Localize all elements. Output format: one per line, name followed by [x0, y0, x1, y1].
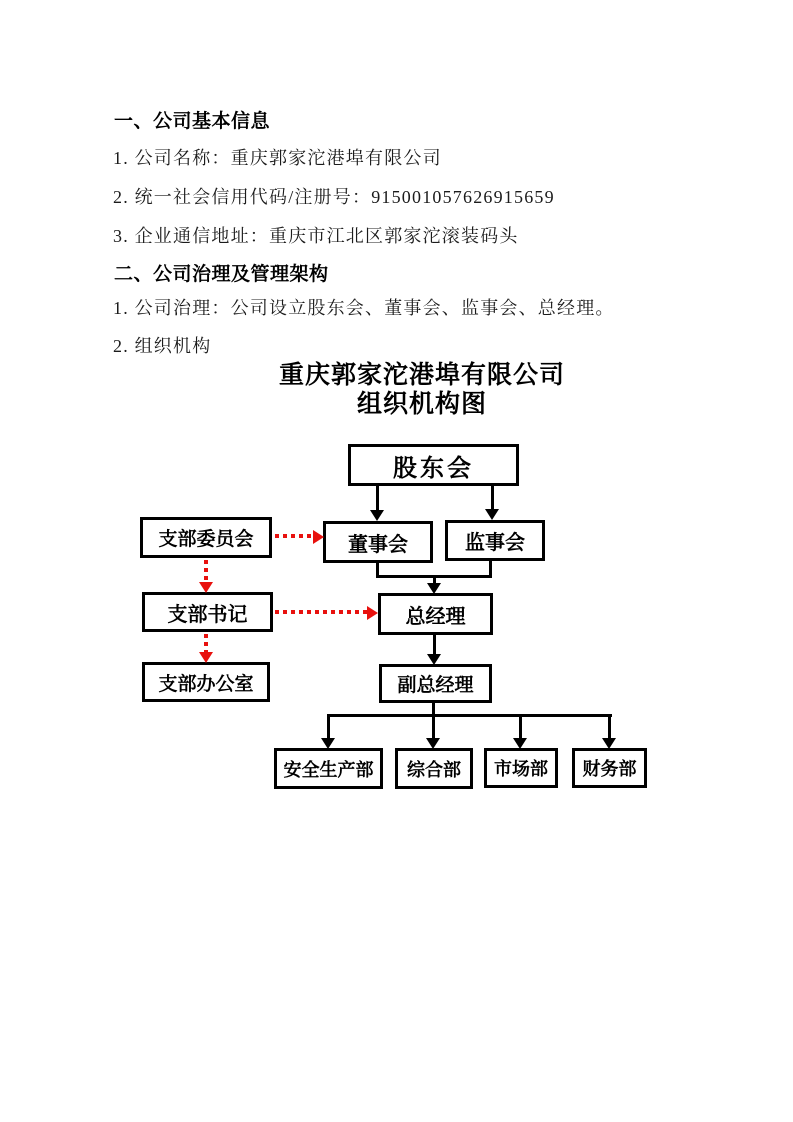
red-connector-committee-secretary	[204, 560, 208, 584]
arrowhead-to-supervisors	[485, 509, 499, 520]
org-node-board	[323, 521, 433, 563]
section1-heading: 一、公司基本信息	[114, 111, 271, 132]
org-node-supervisors	[445, 520, 545, 561]
red-connector-secretary-office	[204, 634, 208, 654]
org-structure-line: 2. 组织机构	[113, 336, 212, 356]
org-node-shareholders	[348, 444, 519, 486]
org-node-supervisors-label: 监事会	[465, 532, 525, 554]
org-node-party-secretary	[142, 592, 273, 632]
arrowhead-to-market-dept	[513, 738, 527, 749]
connector-to-general	[432, 716, 435, 738]
connector-to-finance	[608, 716, 611, 738]
red-arrowhead-to-party-office	[199, 652, 213, 663]
org-node-shareholders-label: 股东会	[393, 454, 474, 482]
connector-to-market	[519, 716, 522, 738]
governance-line: 1. 公司治理：公司设立股东会、董事会、监事会、总经理。	[113, 298, 615, 318]
org-chart-title	[222, 361, 622, 419]
org-node-finance-dept-label: 财务部	[582, 759, 637, 779]
org-node-general-dept	[395, 748, 473, 789]
credit-code-line: 2. 统一社会信用代码/注册号：915001057626915659	[113, 187, 555, 207]
org-node-board-label: 董事会	[348, 533, 408, 556]
arrowhead-to-board	[370, 510, 384, 521]
org-node-general-dept-label: 综合部	[407, 759, 461, 780]
connector-to-safety	[327, 714, 330, 738]
org-node-party-committee	[140, 517, 272, 558]
org-node-party-office	[142, 662, 270, 702]
section2-heading: 二、公司治理及管理架构	[114, 264, 329, 285]
org-node-party-committee-label: 支部委员会	[158, 529, 254, 550]
org-node-party-secretary-label: 支部书记	[167, 603, 248, 626]
org-node-party-office-label: 支部办公室	[158, 673, 254, 695]
address-line: 3. 企业通信地址：重庆市江北区郭家沱滚装码头	[113, 226, 519, 246]
arrowhead-to-general-dept	[426, 738, 440, 749]
org-chart-title-line2: 组织机构图	[356, 390, 487, 418]
arrowhead-to-safety-dept	[321, 738, 335, 749]
org-node-safety-dept	[274, 748, 383, 789]
red-arrowhead-to-board	[313, 530, 324, 544]
red-arrowhead-to-party-secretary	[199, 582, 213, 593]
org-node-market-dept-label: 市场部	[494, 759, 548, 779]
company-name-line: 1. 公司名称：重庆郭家沱港埠有限公司	[113, 148, 442, 168]
org-node-finance-dept	[572, 748, 647, 788]
org-node-market-dept	[484, 748, 558, 788]
org-node-general-manager-label: 总经理	[405, 605, 466, 628]
arrowhead-to-finance-dept	[602, 738, 616, 749]
org-node-safety-dept-label: 安全生产部	[283, 759, 374, 780]
connector-shareholders-board	[376, 485, 379, 510]
connector-gm-deputy	[433, 634, 436, 654]
org-node-general-manager	[378, 593, 493, 635]
org-node-deputy-gm-label: 副总经理	[397, 675, 474, 696]
red-arrowhead-to-general-manager	[367, 606, 378, 620]
org-node-deputy-gm	[379, 664, 492, 703]
connector-join-gm	[433, 575, 436, 583]
arrowhead-to-deputy-gm	[427, 654, 441, 665]
org-chart-title-line1: 重庆郭家沱港埠有限公司	[278, 361, 565, 389]
red-connector-committee-board	[275, 534, 315, 538]
connector-shareholders-supervisors	[491, 485, 494, 509]
red-connector-secretary-gm	[275, 610, 369, 614]
connector-departments-bus	[327, 714, 612, 717]
arrowhead-to-general-manager	[427, 583, 441, 594]
